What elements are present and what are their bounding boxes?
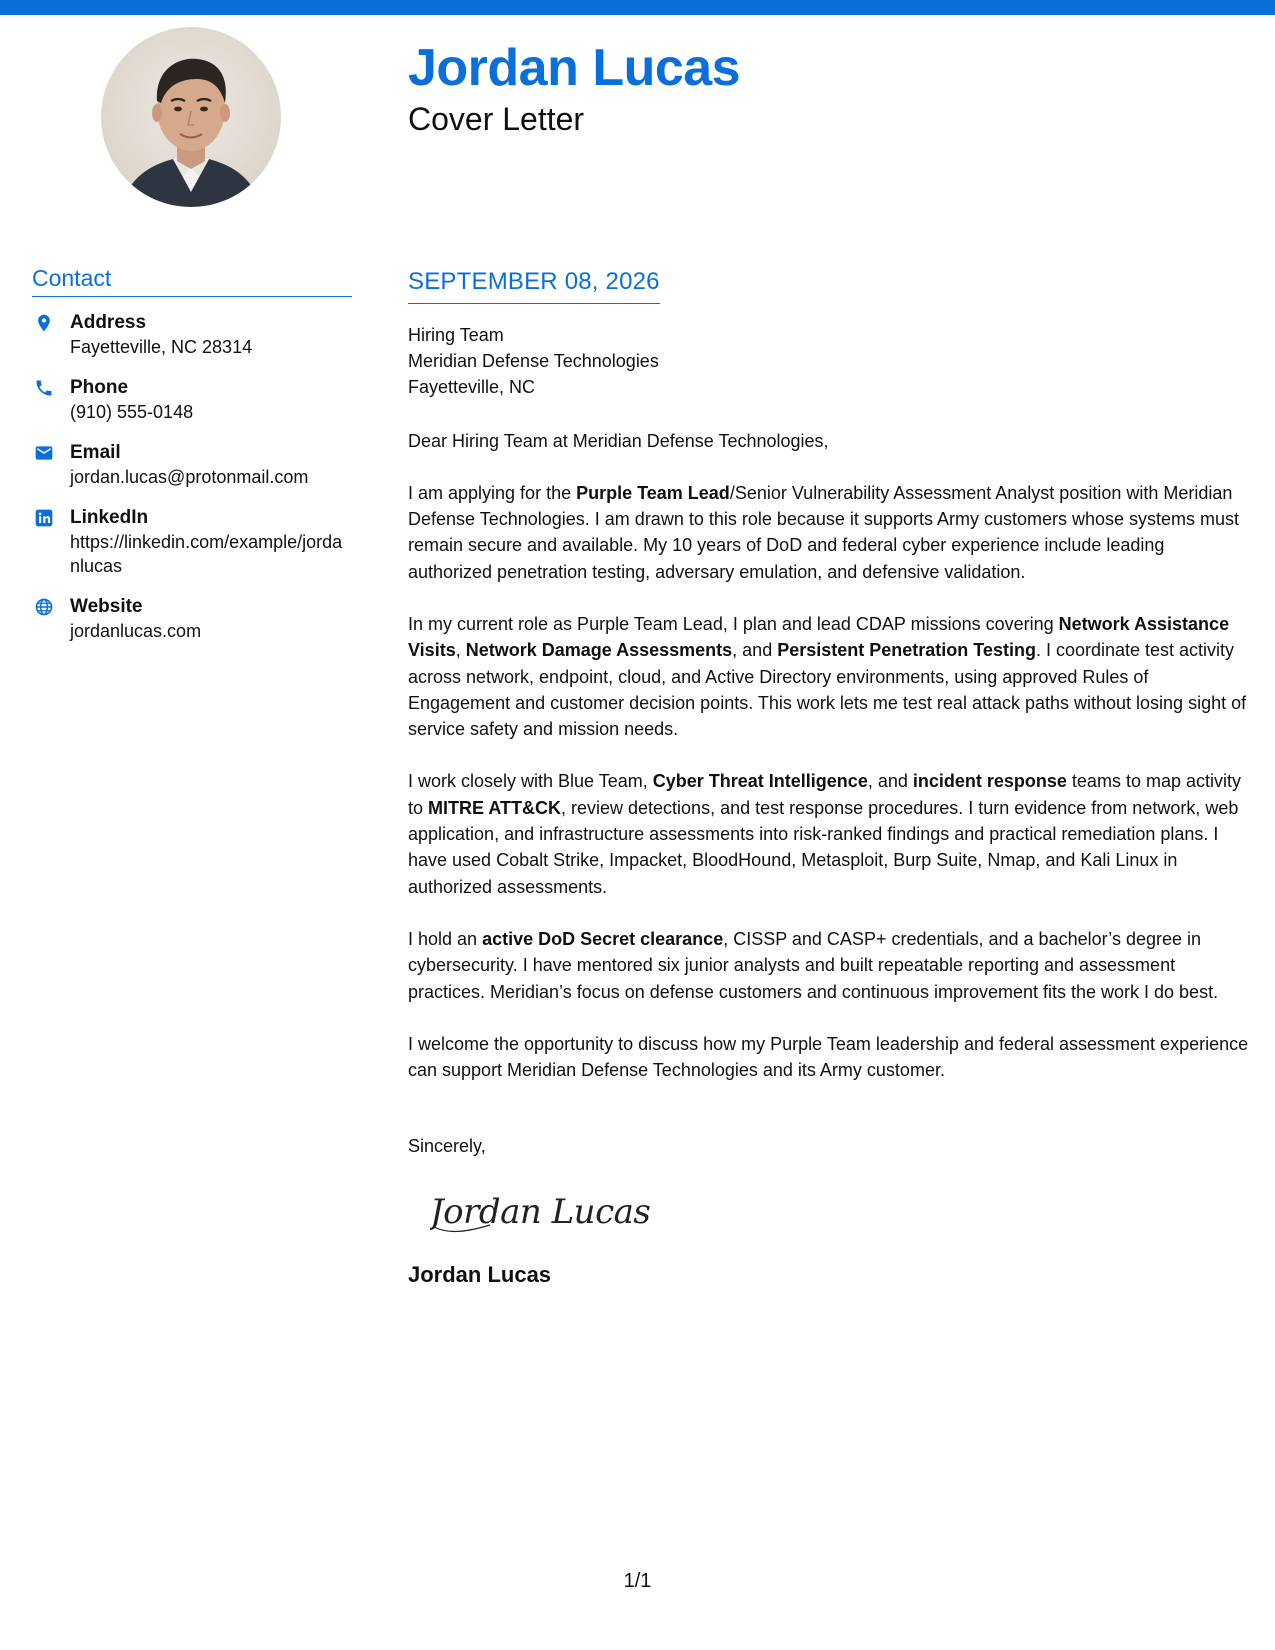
paragraph-4: I hold an active DoD Secret clearance, CISSP and CASP+ credentials, and a bachelor’s degree in cybersecurity. I have mentored six junior analysts and built repeatable reporting and assessment practices. Meridian’s focus on defense customers and continuous improvement fits the work I do best.: [408, 928, 1219, 1002]
paragraph-2: In my current role as Purple Team Lead, I plan and lead CDAP missions covering Network Assistance Visits, Network Damage Assessments, and Persistent Penetration Testing. I coordinate test activity across network, endpoint, cloud, and Active Directory environments, using approved Rules of Engagement and customer decision points. This work lets me test real attack paths without losing sight of service safety and mission needs.: [408, 613, 1247, 740]
contact-address: [32, 310, 352, 359]
recipient-line: Hiring Team: [408, 324, 504, 345]
location-pin-icon: [34, 313, 54, 333]
contact-value[interactable]: jordanlucas.com: [70, 620, 202, 641]
paragraph-5: I welcome the opportunity to discuss how my Purple Team leadership and federal assessment experience can support Meridian Defense Technologies and its Army customer.: [408, 1033, 1249, 1081]
recipient-line: Meridian Defense Technologies: [408, 350, 659, 371]
linkedin-icon: [34, 508, 54, 528]
signer-name: Jordan Lucas: [408, 1262, 552, 1288]
letter-date: SEPTEMBER 08, 2026: [408, 268, 660, 304]
contact-website: [32, 594, 352, 643]
email-icon: [34, 443, 54, 463]
phone-icon: [34, 378, 54, 398]
globe-icon: [34, 597, 54, 617]
contact-linkedin: [32, 505, 352, 578]
contact-email: [32, 440, 352, 489]
contact-label: Email: [70, 441, 121, 463]
top-accent-bar: [0, 0, 1275, 15]
svg-text:Jordan Lucas: Jordan Lucas: [430, 1192, 651, 1233]
contact-value[interactable]: jordan.lucas@protonmail.com: [70, 466, 309, 487]
contact-value[interactable]: https://linkedin.com/example/jordanlucas: [70, 531, 343, 576]
contact-list: [32, 310, 352, 643]
profile-photo: [101, 27, 281, 207]
document-type: Cover Letter: [408, 101, 585, 137]
page-number: 1/1: [623, 1570, 652, 1592]
avatar: [101, 27, 281, 207]
applicant-name: Jordan Lucas: [408, 39, 741, 97]
signature: [430, 1181, 670, 1241]
contact-value: (910) 555-0148: [70, 401, 194, 422]
recipient-block: [408, 322, 1253, 400]
contact-value: Fayetteville, NC 28314: [70, 336, 253, 357]
contact-phone: [32, 375, 352, 424]
paragraph-3: I work closely with Blue Team, Cyber Threat Intelligence, and incident response teams to map activity to MITRE ATT&CK, review detections, and test response procedures. I turn evidence from network, web application, and infrastructure assessments into risk-ranked findings and practical remediation plans. I have used Cobalt Strike, Impacket, BloodHound, Metasploit, Burp Suite, Nmap, and Kali Linux in authorized assessments.: [408, 771, 1241, 897]
contact-heading: Contact: [32, 265, 352, 297]
paragraph-1: I am applying for the Purple Team Lead/Senior Vulnerability Assessment Analyst position with Meridian Defense Technologies. I am drawn to this role because it supports Army customers whose systems must remain secure and available. My 10 years of DoD and federal cyber experience include leading authorized penetration testing, adversary emulation, and defensive validation.: [408, 482, 1240, 582]
contact-label: Website: [70, 595, 143, 617]
contact-sidebar: [32, 265, 352, 659]
contact-label: LinkedIn: [70, 506, 149, 528]
contact-label: Address: [70, 311, 147, 333]
salutation: Dear Hiring Team at Meridian Defense Technologies,: [408, 430, 829, 451]
letter-body: [408, 268, 1253, 1289]
closing: Sincerely,: [408, 1136, 486, 1157]
contact-label: Phone: [70, 376, 129, 398]
recipient-line: Fayetteville, NC: [408, 376, 536, 397]
